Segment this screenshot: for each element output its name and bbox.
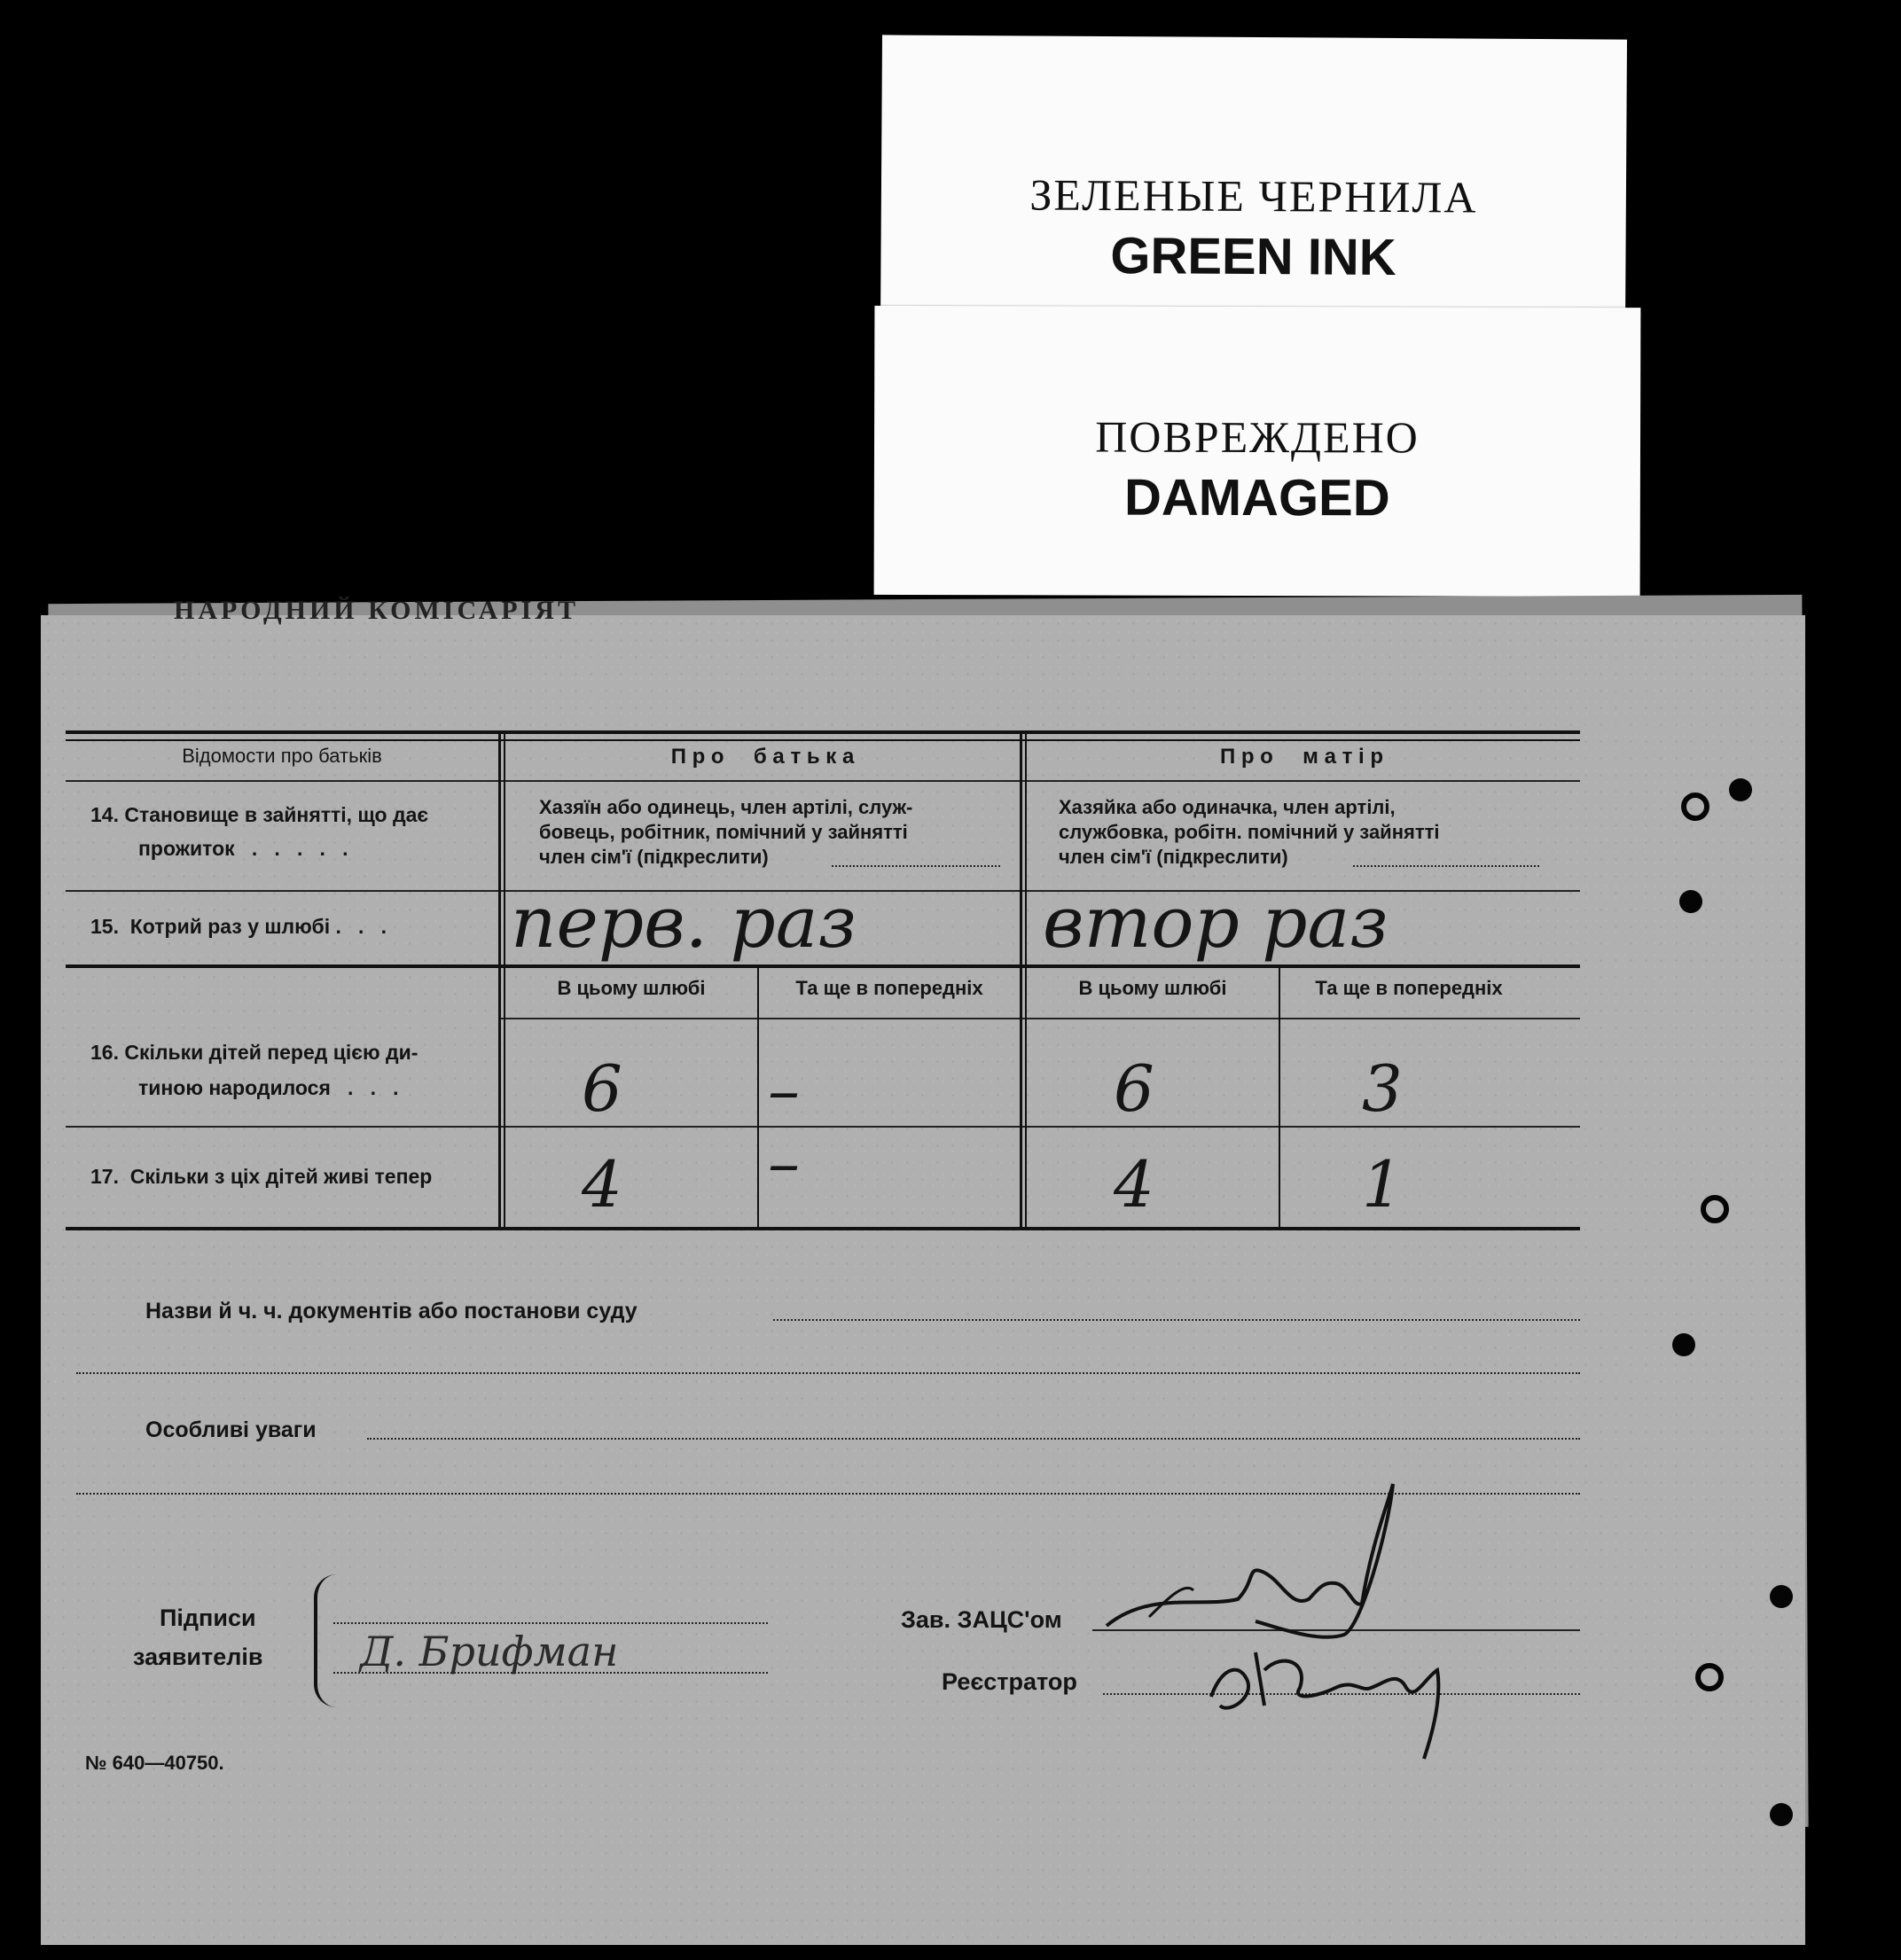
row17-father-prev: –	[768, 1126, 800, 1200]
punch-hole	[1770, 1803, 1793, 1826]
row16-rule	[66, 1126, 1580, 1128]
row17-father-this: 4	[582, 1147, 622, 1222]
punch-hole	[1695, 1663, 1724, 1691]
row14-father-line-3: член сім'ї (підкреслити)	[539, 846, 769, 868]
damaged-label-en: DAMAGED	[1123, 468, 1390, 527]
row14-father-dots	[832, 865, 1000, 867]
col-divider-2	[1020, 734, 1022, 1230]
remarks-dots-1	[367, 1438, 1580, 1440]
damaged-label-ru: ПОВРЕЖДЕНО	[1095, 411, 1420, 463]
row16-label-b: тиною народилося . . .	[138, 1076, 399, 1099]
row16-father-prev: –	[768, 1053, 800, 1128]
documents-dots-2	[76, 1372, 1580, 1374]
row16-label-a: 16. Скільки дітей перед цією ди-	[90, 1041, 419, 1064]
row14-mother-line-1: Хазяйка або одиначка, член артілі,	[1059, 796, 1396, 818]
punch-hole	[1672, 1333, 1695, 1356]
documents-dots-1	[773, 1319, 1580, 1321]
sheet-top-partial-text: НАРОДНИЙ КОМІСАРІЯТ	[174, 596, 579, 625]
remarks-label: Особливі уваги	[145, 1417, 317, 1442]
punch-hole	[1679, 890, 1702, 913]
row14-label-a: 14. Становище в зайнятті, що дає	[90, 803, 429, 826]
applicants-label-a: Підписи	[160, 1605, 256, 1631]
row14-label-b: прожиток . . . . .	[138, 837, 348, 860]
registrar-signature	[1193, 1617, 1486, 1794]
registrar-label: Реєстратор	[942, 1668, 1077, 1695]
subheader-father-this: В цьому шлюбі	[557, 977, 706, 999]
row14-mother-line-3: член сім'ї (підкреслити)	[1059, 846, 1288, 868]
col-divider-father	[757, 966, 759, 1230]
applicant-dots-1	[333, 1622, 768, 1624]
col-divider-1	[498, 734, 501, 1230]
row16-mother-prev: 3	[1362, 1051, 1403, 1126]
row14-mother-dots	[1353, 865, 1539, 867]
form-number: № 640—40750.	[85, 1752, 224, 1774]
subheader-rule	[500, 1018, 1580, 1019]
green-ink-label	[880, 35, 1627, 332]
applicants-label-b: заявителів	[133, 1644, 263, 1670]
applicants-brace	[314, 1574, 348, 1707]
documents-label: Назви й ч. ч. документів або постанови суду	[145, 1299, 638, 1324]
header-father: П р о б а т ь к а	[670, 745, 855, 769]
header-rule	[66, 780, 1580, 782]
row14-mother-line-2: службовка, робітн. помічний у зайнятті	[1059, 821, 1440, 843]
punch-hole	[1770, 1585, 1793, 1608]
row15-father-value: перв. раз	[511, 881, 857, 964]
subheader-mother-prev: Та ще в попередніх	[1315, 977, 1503, 999]
applicant-signature: Д. Брифман	[360, 1628, 619, 1675]
table-bottom-rule	[66, 1227, 1580, 1230]
subheader-mother-this: В цьому шлюбі	[1078, 977, 1227, 999]
row17-mother-prev: 1	[1362, 1147, 1403, 1222]
damaged-label	[874, 306, 1641, 597]
head-label: Зав. ЗАЦС'ом	[901, 1606, 1062, 1633]
form-sheet	[41, 596, 1805, 1945]
row15-mother-value: втор раз	[1043, 881, 1389, 964]
green-ink-label-ru: ЗЕЛЕНЫЕ ЧЕРНИЛА	[1029, 169, 1478, 223]
row15-label: 15. Котрий раз у шлюбі . . .	[90, 915, 387, 938]
col-divider-mother	[1279, 966, 1280, 1230]
table-top-rule	[66, 730, 1580, 734]
row16-mother-this: 6	[1114, 1051, 1154, 1126]
punch-hole	[1681, 793, 1709, 821]
row17-label: 17. Скільки з ціх дітей живі тепер	[90, 1165, 433, 1188]
punch-hole	[1701, 1195, 1729, 1223]
table-top-rule-2	[66, 739, 1580, 741]
row17-mother-this: 4	[1114, 1147, 1154, 1222]
punch-hole	[1729, 778, 1752, 801]
row14-father-line-2: бовець, робітник, помічний у зайнятті	[539, 821, 908, 843]
header-mother: П р о м а т і р	[1219, 745, 1384, 769]
row15-rule	[66, 964, 1580, 968]
green-ink-label-en: GREEN INK	[1110, 227, 1396, 286]
subheader-father-prev: Та ще в попередніх	[795, 977, 983, 999]
row16-father-this: 6	[582, 1051, 622, 1126]
header-info: Відомости про батьків	[182, 745, 382, 767]
row14-father-line-1: Хазяїн або одинець, член артілі, служ-	[539, 796, 913, 818]
